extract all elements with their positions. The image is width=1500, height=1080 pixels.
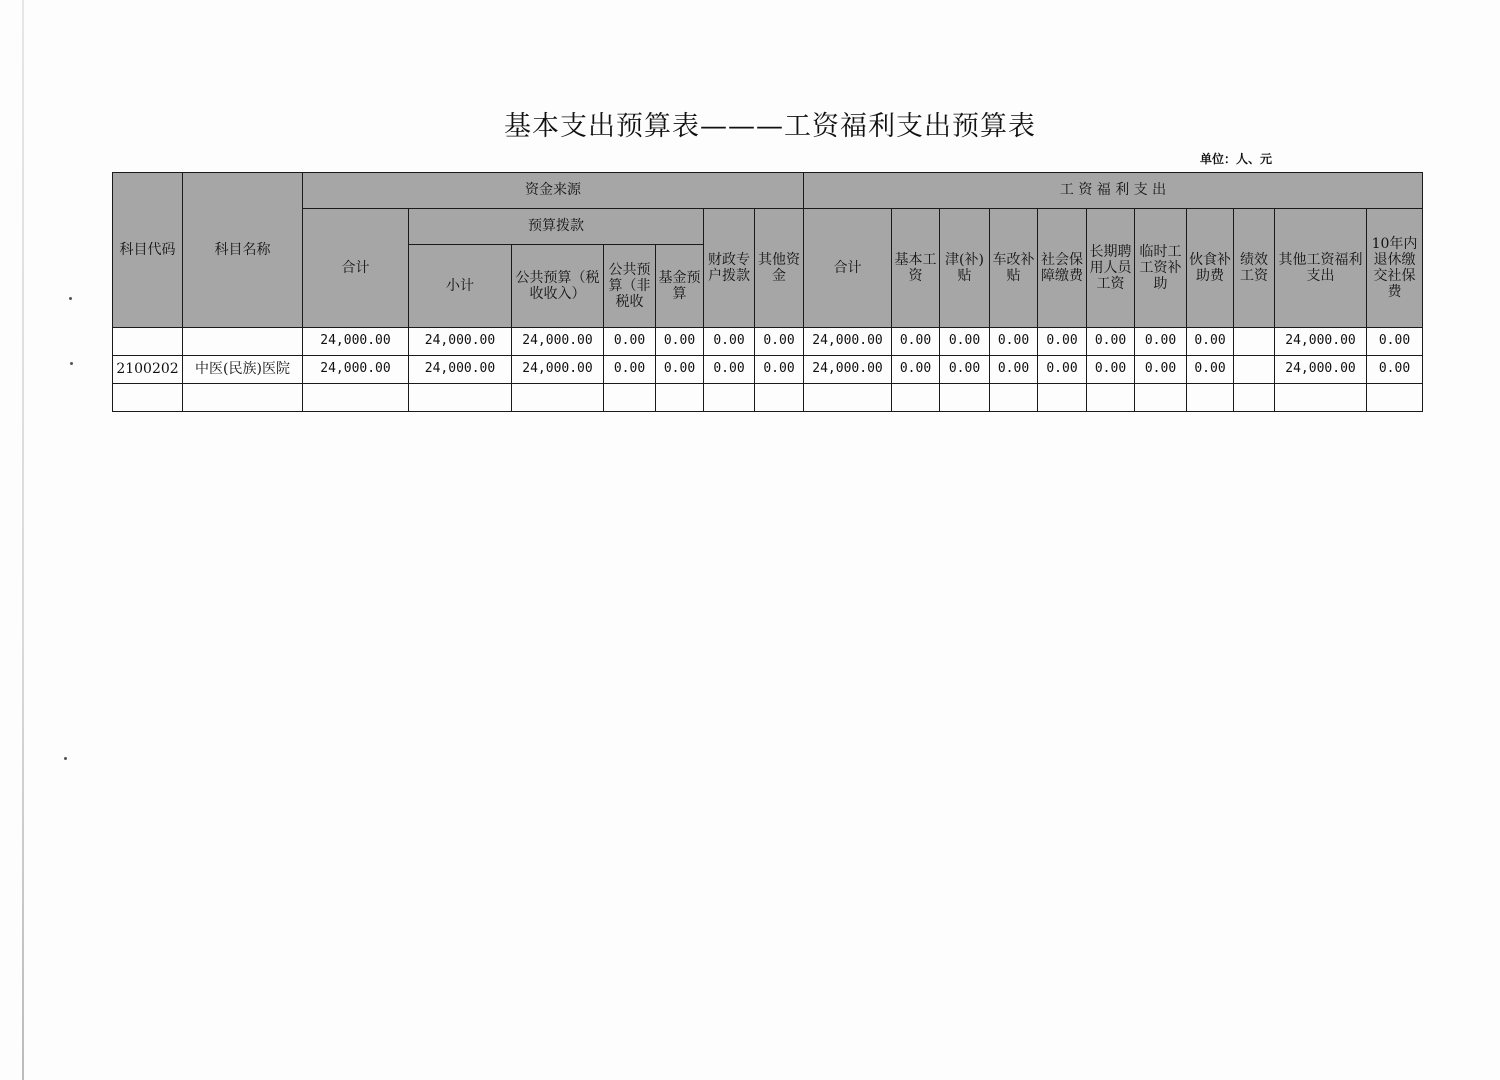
table-row	[113, 384, 1423, 412]
cell-social-security: 0.00	[1038, 356, 1087, 384]
col-public-nontax-header: 公共预算（非税收	[604, 245, 656, 328]
cell-total2: 24,000.00	[804, 356, 892, 384]
cell-total2: 24,000.00	[804, 328, 892, 356]
table-row	[113, 356, 1423, 384]
cell-retiree-social: 0.00	[1367, 328, 1423, 356]
cell-meal-subsidy: 0.00	[1187, 328, 1234, 356]
cell-empty	[1187, 384, 1234, 412]
cell-public-tax: 24,000.00	[512, 356, 604, 384]
col-other-welfare-header: 其他工资福利支出	[1275, 209, 1367, 328]
cell-public-nontax: 0.00	[604, 328, 656, 356]
col-meal-subsidy-header: 伙食补助费	[1187, 209, 1234, 328]
cell-public-tax: 24,000.00	[512, 328, 604, 356]
cell-empty	[804, 384, 892, 412]
cell-retiree-social: 0.00	[1367, 356, 1423, 384]
cell-empty	[1275, 384, 1367, 412]
cell-code	[113, 328, 183, 356]
col-temp-worker-header: 临时工工资补助	[1135, 209, 1187, 328]
cell-other-welfare: 24,000.00	[1275, 356, 1367, 384]
cell-empty	[656, 384, 704, 412]
col-code-header: 科目代码	[113, 173, 183, 328]
cell-empty	[940, 384, 990, 412]
cell-basic-salary: 0.00	[892, 356, 940, 384]
cell-empty	[1135, 384, 1187, 412]
cell-subtotal: 24,000.00	[409, 328, 512, 356]
cell-social-security: 0.00	[1038, 328, 1087, 356]
cell-empty	[990, 384, 1038, 412]
cell-total: 24,000.00	[303, 356, 409, 384]
cell-vehicle-subsidy: 0.00	[990, 356, 1038, 384]
col-basic-salary-header: 基本工资	[892, 209, 940, 328]
col-retiree-social-header: 10年内退休缴交社保费	[1367, 209, 1423, 328]
col-name-header: 科目名称	[183, 173, 303, 328]
cell-other-funds: 0.00	[755, 356, 804, 384]
cell-temp-worker: 0.00	[1135, 356, 1187, 384]
unit-label: 单位：人、元	[1200, 152, 1273, 166]
cell-empty	[1367, 384, 1423, 412]
col-allowance-header: 津(补)贴	[940, 209, 990, 328]
cell-name	[183, 328, 303, 356]
cell-empty	[1234, 384, 1275, 412]
cell-performance-pay	[1234, 328, 1275, 356]
cell-empty	[303, 384, 409, 412]
scan-speck	[64, 757, 67, 760]
cell-empty	[604, 384, 656, 412]
cell-empty	[183, 384, 303, 412]
budget-table	[112, 172, 1423, 412]
table-row	[113, 328, 1423, 356]
cell-fund-budget: 0.00	[656, 328, 704, 356]
cell-code: 2100202	[113, 356, 183, 384]
budget-allocation-header: 预算拨款	[409, 209, 704, 245]
cell-empty	[113, 384, 183, 412]
cell-fiscal-special: 0.00	[704, 328, 755, 356]
cell-performance-pay	[1234, 356, 1275, 384]
cell-empty	[409, 384, 512, 412]
header-row-1	[113, 173, 1423, 209]
cell-empty	[512, 384, 604, 412]
cell-empty	[755, 384, 804, 412]
col-other-funds-header: 其他资金	[755, 209, 804, 328]
cell-allowance: 0.00	[940, 328, 990, 356]
scan-speck	[69, 297, 72, 300]
col-total-header: 合计	[303, 209, 409, 328]
cell-allowance: 0.00	[940, 356, 990, 384]
col-long-term-staff-header: 长期聘用人员工资	[1087, 209, 1135, 328]
cell-empty	[1038, 384, 1087, 412]
col-performance-pay-header: 绩效工资	[1234, 209, 1275, 328]
page-title: 基本支出预算表———工资福利支出预算表	[504, 111, 1036, 142]
cell-name: 中医(民族)医院	[183, 356, 303, 384]
page-edge	[22, 0, 24, 1080]
funding-source-header: 资金来源	[303, 173, 804, 209]
cell-other-funds: 0.00	[755, 328, 804, 356]
cell-subtotal: 24,000.00	[409, 356, 512, 384]
col-total2-header: 合计	[804, 209, 892, 328]
col-subtotal-header: 小计	[409, 245, 512, 328]
col-vehicle-subsidy-header: 车改补贴	[990, 209, 1038, 328]
cell-other-welfare: 24,000.00	[1275, 328, 1367, 356]
cell-meal-subsidy: 0.00	[1187, 356, 1234, 384]
col-public-tax-header: 公共预算（税收收入）	[512, 245, 604, 328]
header-row-2	[113, 209, 1423, 245]
cell-long-term-staff: 0.00	[1087, 356, 1135, 384]
cell-long-term-staff: 0.00	[1087, 328, 1135, 356]
cell-total: 24,000.00	[303, 328, 409, 356]
col-fiscal-special-header: 财政专户拨款	[704, 209, 755, 328]
cell-empty	[892, 384, 940, 412]
col-fund-budget-header: 基金预算	[656, 245, 704, 328]
cell-basic-salary: 0.00	[892, 328, 940, 356]
cell-fiscal-special: 0.00	[704, 356, 755, 384]
cell-vehicle-subsidy: 0.00	[990, 328, 1038, 356]
scan-speck	[70, 362, 73, 365]
cell-temp-worker: 0.00	[1135, 328, 1187, 356]
cell-empty	[704, 384, 755, 412]
cell-empty	[1087, 384, 1135, 412]
salary-welfare-header: 工 资 福 利 支 出	[804, 173, 1423, 209]
cell-public-nontax: 0.00	[604, 356, 656, 384]
cell-fund-budget: 0.00	[656, 356, 704, 384]
col-social-security-header: 社会保障缴费	[1038, 209, 1087, 328]
